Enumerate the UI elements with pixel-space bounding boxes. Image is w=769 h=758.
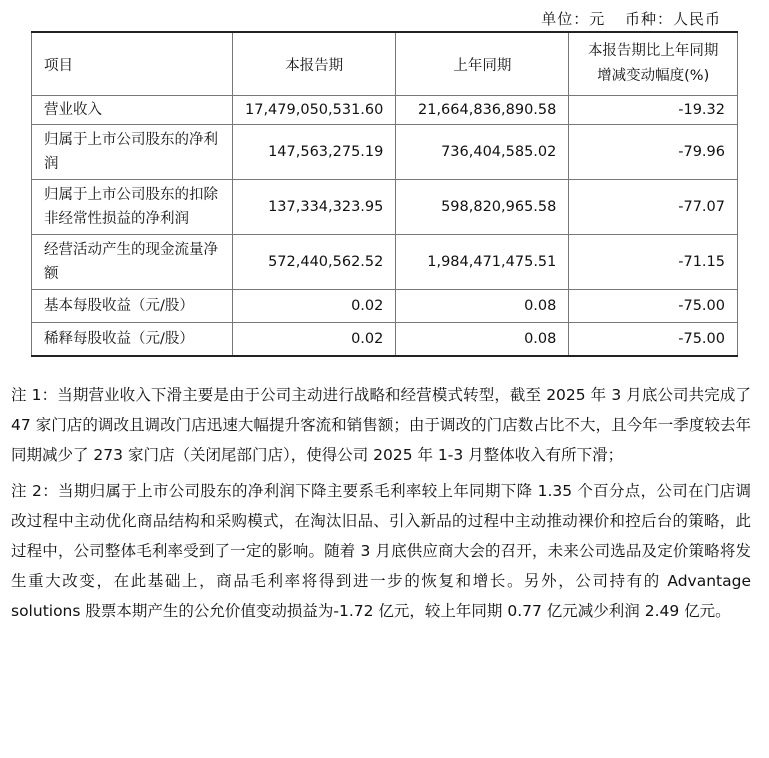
row-label: 基本每股收益（元/股） [32, 290, 233, 323]
unit-label: 单位：元 [541, 10, 606, 28]
row-label: 营业收入 [32, 96, 233, 125]
unit-line [527, 8, 721, 29]
row-change: -71.15 [569, 235, 738, 290]
row-label: 归属于上市公司股东的净利润 [32, 125, 233, 180]
row-previous: 0.08 [396, 290, 569, 323]
row-previous: 21,664,836,890.58 [396, 96, 569, 125]
row-current: 17,479,050,531.60 [233, 96, 396, 125]
table-row [32, 290, 738, 323]
notes-section [11, 380, 751, 632]
row-current: 572,440,562.52 [233, 235, 396, 290]
row-previous: 598,820,965.58 [396, 180, 569, 235]
row-change: -79.96 [569, 125, 738, 180]
row-previous: 1,984,471,475.51 [396, 235, 569, 290]
header-change-line1: 本报告期比上年同期 [587, 43, 719, 59]
row-label: 稀释每股收益（元/股） [32, 323, 233, 357]
row-current: 0.02 [233, 290, 396, 323]
header-current: 本报告期 [233, 32, 396, 96]
table-row [32, 323, 738, 357]
row-change: -77.07 [569, 180, 738, 235]
table-row [32, 180, 738, 235]
header-item: 项目 [32, 32, 233, 96]
row-change: -75.00 [569, 323, 738, 357]
row-label: 经营活动产生的现金流量净额 [32, 235, 233, 290]
financial-table [31, 31, 738, 357]
row-current: 137,334,323.95 [233, 180, 396, 235]
row-previous: 0.08 [396, 323, 569, 357]
row-change: -75.00 [569, 290, 738, 323]
header-change-line2: 增减变动幅度(%) [597, 68, 710, 84]
row-previous: 736,404,585.02 [396, 125, 569, 180]
currency-label: 币种：人民币 [624, 10, 721, 28]
row-change: -19.32 [569, 96, 738, 125]
note-2: 注 2：当期归属于上市公司股东的净利润下降主要系毛利率较上年同期下降 1.35 个百分点，公司在门店调改过程中主动优化商品结构和采购模式，在淘汰旧品、引入新品的过程中主动推动裸价和控后台的策略，此过程中，公司整体毛利率受到了一定的影响。随着 3 月底供应商大会的召开，未来公司选品及定价策略将发生重大改变，在此基础上，商品毛利率将得到进一步的恢复和增长。另外，公司持有的 Advantage solutions 股票本期产生的公允价值变动损益为-1.72 亿元，较上年同期 0.77 亿元减少利润 2.49 亿元。 [11, 482, 751, 620]
table-header-row [32, 32, 738, 96]
note-1: 注 1：当期营业收入下滑主要是由于公司主动进行战略和经营模式转型，截至 2025 年 3 月底公司共完成了 47 家门店的调改且调改门店迅速大幅提升客流和销售额；由于调改的门店数占比不大，且今年一季度较去年同期减少了 273 家门店（关闭尾部门店），使得公司 2025 年 1-3 月整体收入有所下滑； [11, 386, 751, 464]
row-current: 147,563,275.19 [233, 125, 396, 180]
header-previous: 上年同期 [396, 32, 569, 96]
table-row [32, 235, 738, 290]
header-change [569, 32, 738, 96]
table-row [32, 125, 738, 180]
row-current: 0.02 [233, 323, 396, 357]
row-label: 归属于上市公司股东的扣除非经常性损益的净利润 [32, 180, 233, 235]
table-row [32, 96, 738, 125]
